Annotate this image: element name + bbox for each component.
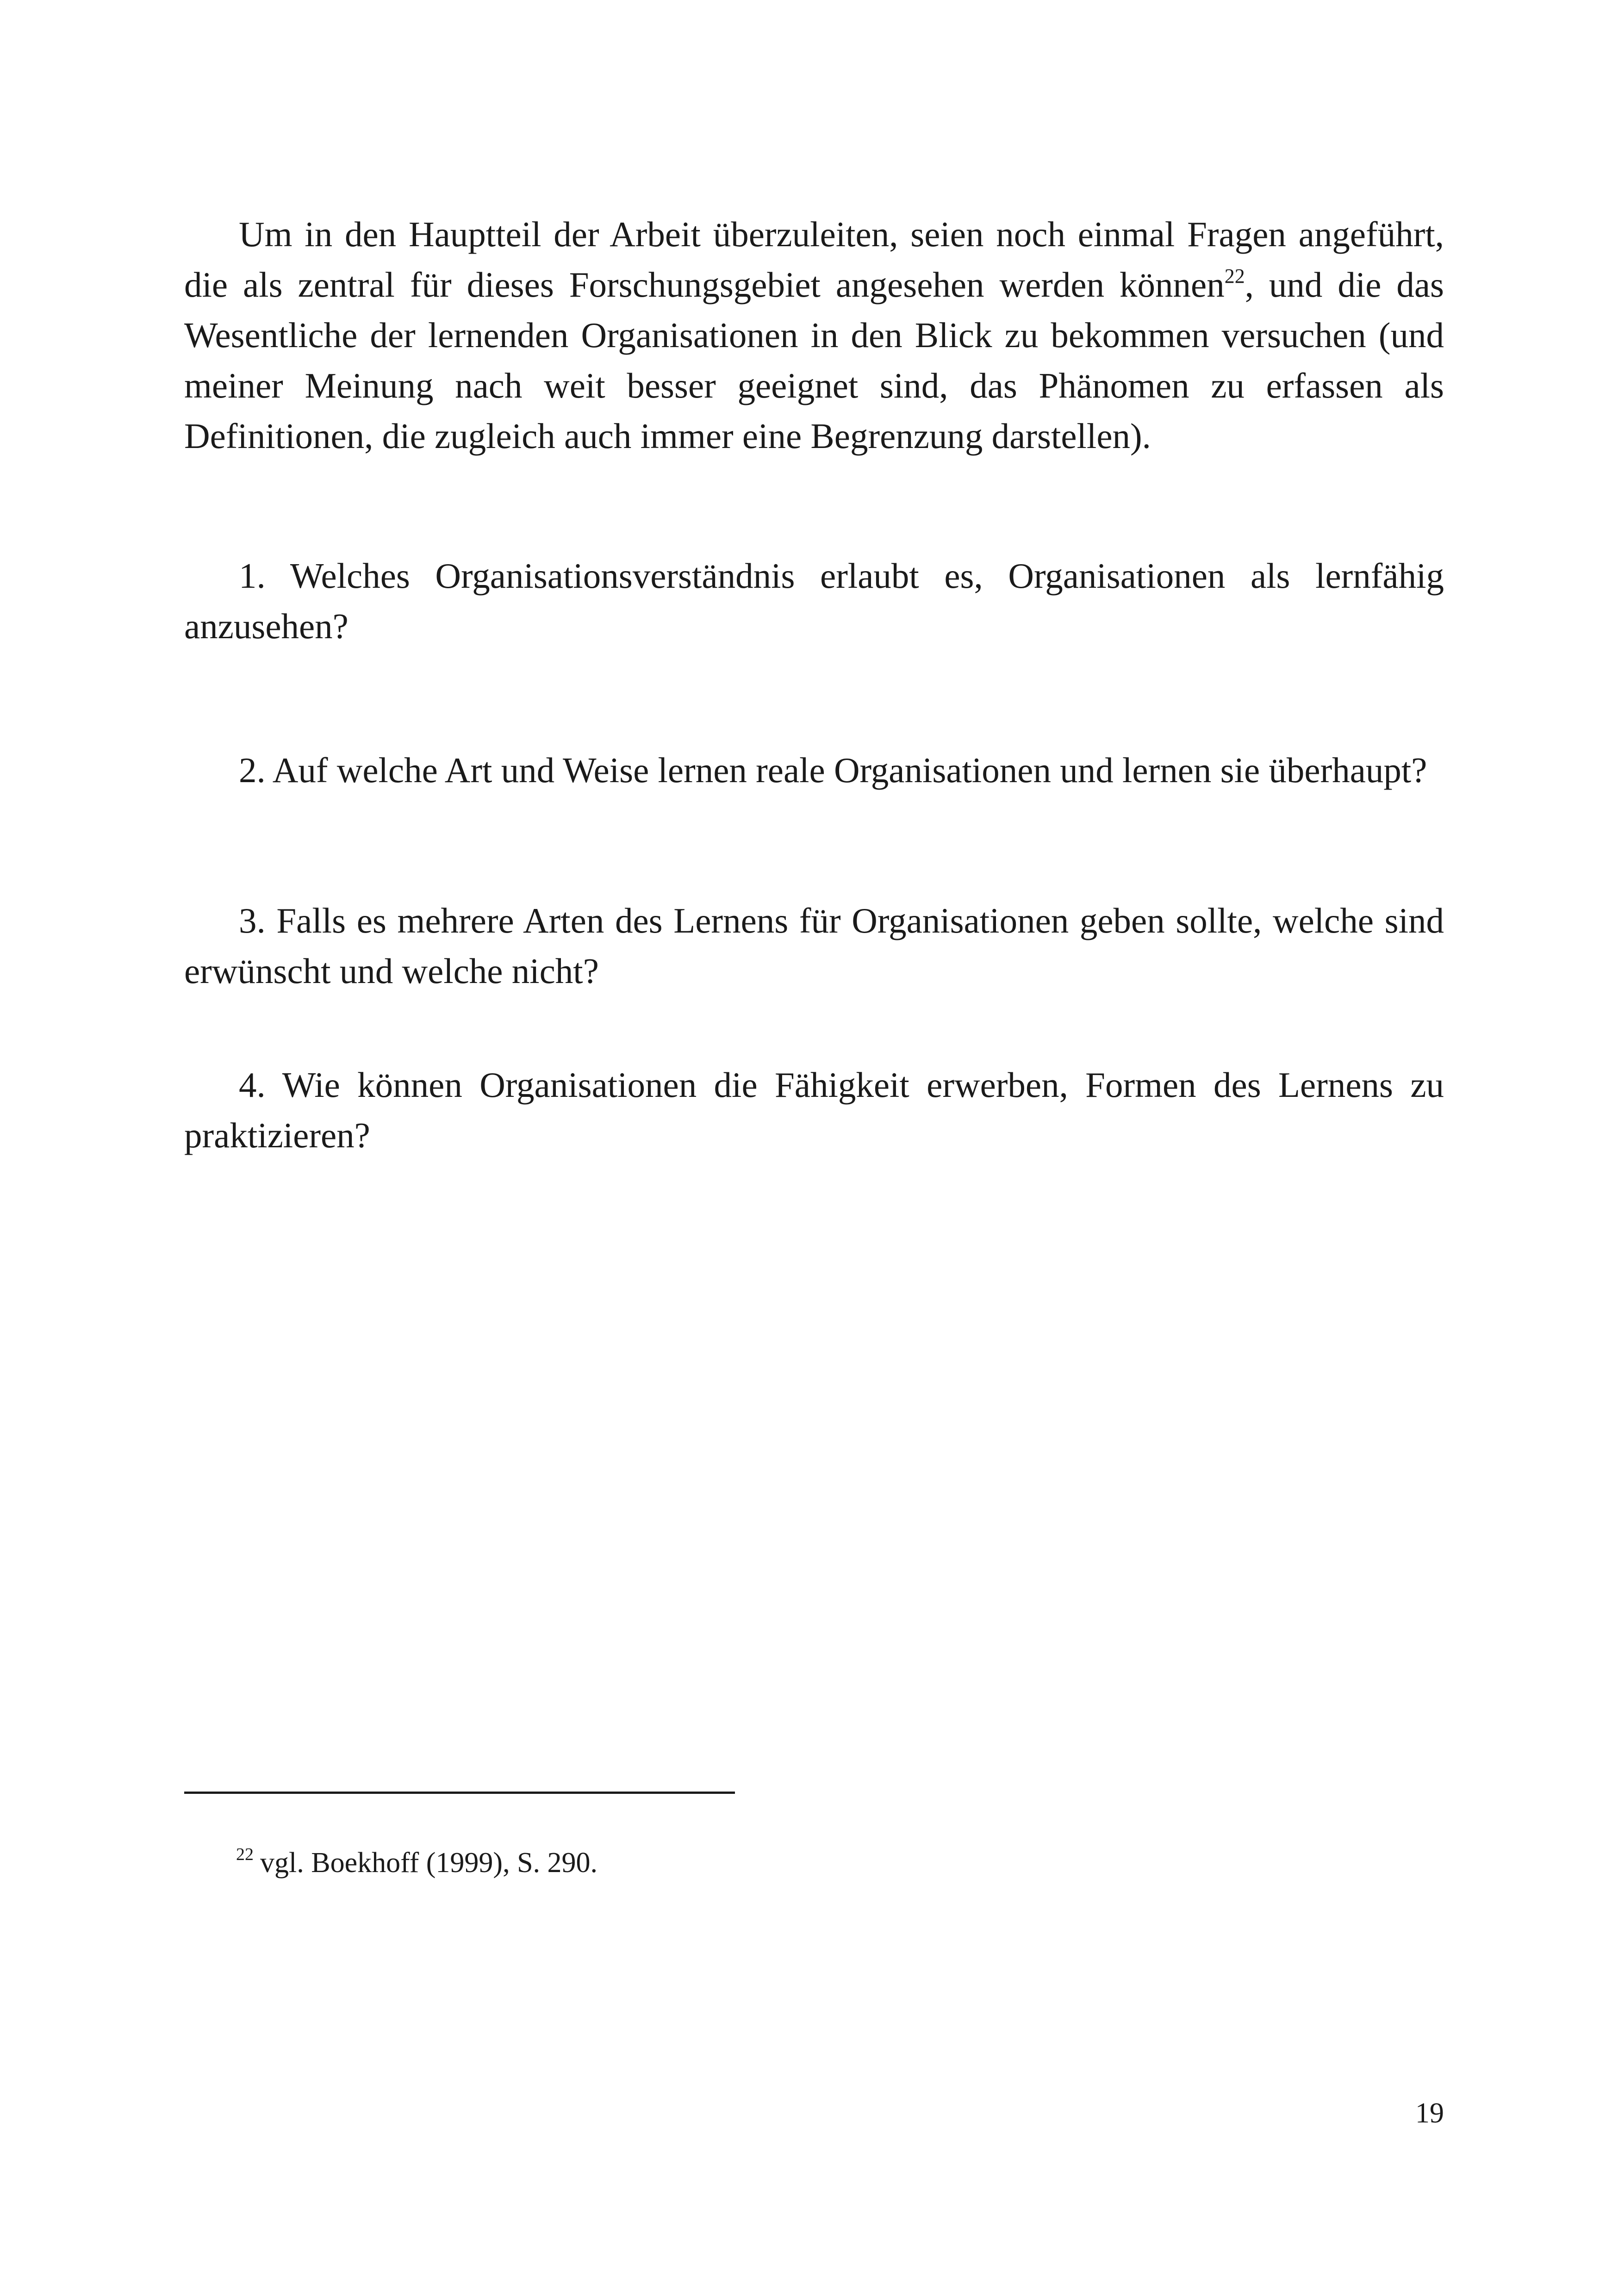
intro-text-after-ref: , und die das Wesentliche der lernenden Organisationen in den Blick zu bekommen versuchen (und meiner Meinung nach weit besser geeignet sind, das Phänomen zu erfassen als Definitionen, die zugleich auch immer eine Begrenzung darstellen). bbox=[184, 265, 1444, 456]
footnote-text: vgl. Boekhoff (1999), S. 290. bbox=[260, 1847, 598, 1879]
intro-paragraph bbox=[184, 209, 1444, 461]
question-2: 2. Auf welche Art und Weise lernen reale Organisationen und lernen sie überhaupt? bbox=[239, 750, 1427, 790]
footnote-reference[interactable]: 22 bbox=[1224, 265, 1245, 287]
intro-text-before-ref: Um in den Hauptteil der Arbeit überzuleiten, seien noch einmal Fragen angeführt, die als zentral für dieses Forschungsgebiet angesehen werden können bbox=[184, 214, 1444, 305]
footnote bbox=[236, 1844, 597, 1881]
footnote-divider bbox=[184, 1792, 735, 1794]
question-1: 1. Welches Organisationsverständnis erlaubt es, Organisationen als lernfähig anzusehen? bbox=[184, 556, 1444, 646]
page-number: 19 bbox=[1415, 2097, 1444, 2129]
footnote-number: 22 bbox=[236, 1845, 254, 1864]
question-4: 4. Wie können Organisationen die Fähigkeit erwerben, Formen des Lernens zu praktizieren? bbox=[184, 1065, 1444, 1155]
question-3: 3. Falls es mehrere Arten des Lernens für Organisationen geben sollte, welche sind erwünscht und welche nicht? bbox=[184, 901, 1444, 991]
